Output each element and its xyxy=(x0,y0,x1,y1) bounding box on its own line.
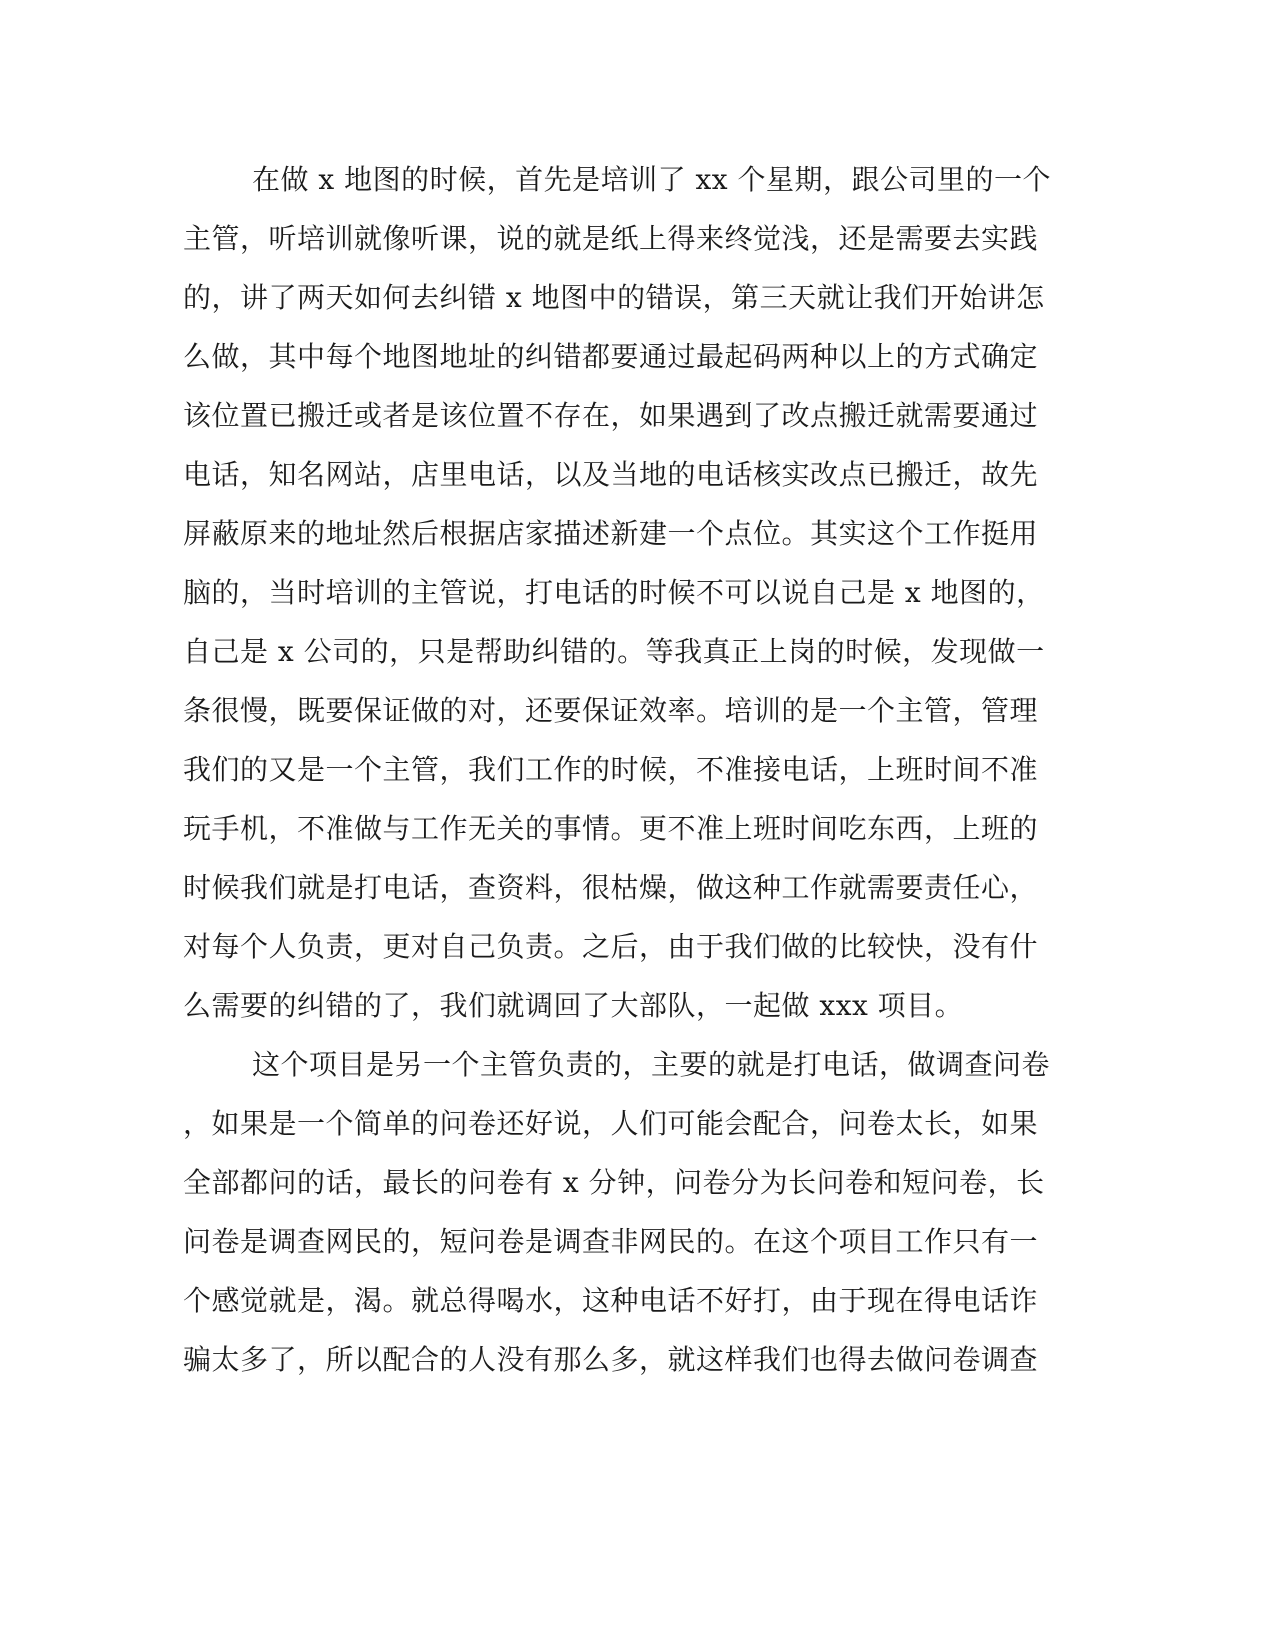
text-line: 主管，听培训就像听课，说的就是纸上得来终觉浅，还是需要去实践 xyxy=(183,222,1039,255)
text-line: 该位置已搬迁或者是该位置不存在，如果遇到了改点搬迁就需要通过 xyxy=(183,399,1039,432)
text-line: 么需要的纠错的了，我们就调回了大部队，一起做 xxx 项目。 xyxy=(183,989,964,1022)
text-line: 问卷是调查网民的，短问卷是调查非网民的。在这个项目工作只有一 xyxy=(183,1225,1039,1258)
text-line: 时候我们就是打电话，查资料，很枯燥，做这种工作就需要责任心， xyxy=(183,871,1039,904)
text-line: 对每个人负责，更对自己负责。之后，由于我们做的比较快，没有什 xyxy=(183,930,1039,963)
text-line: 全部都问的话，最长的问卷有 x 分钟，问卷分为长问卷和短问卷，长 xyxy=(183,1166,1045,1199)
text-line: 在做 x 地图的时候，首先是培训了 xx 个星期，跟公司里的一个 xyxy=(252,163,1051,196)
text-line: 条很慢，既要保证做的对，还要保证效率。培训的是一个主管，管理 xyxy=(183,694,1039,727)
text-line: 个感觉就是，渴。就总得喝水，这种电话不好打，由于现在得电话诈 xyxy=(183,1284,1039,1317)
text-line: 脑的，当时培训的主管说，打电话的时候不可以说自己是 x 地图的， xyxy=(183,576,1045,609)
text-line: ，如果是一个简单的问卷还好说，人们可能会配合，问卷太长，如果 xyxy=(183,1107,1039,1140)
text-line: 屏蔽原来的地址然后根据店家描述新建一个点位。其实这个工作挺用 xyxy=(183,517,1039,550)
text-line: 么做，其中每个地图地址的纠错都要通过最起码两种以上的方式确定 xyxy=(183,340,1039,373)
text-line: 自己是 x 公司的，只是帮助纠错的。等我真正上岗的时候，发现做一 xyxy=(183,635,1045,668)
text-line: 骗太多了，所以配合的人没有那么多，就这样我们也得去做问卷调查 xyxy=(183,1343,1039,1376)
text-line: 这个项目是另一个主管负责的，主要的就是打电话，做调查问卷 xyxy=(252,1048,1051,1081)
text-line: 玩手机，不准做与工作无关的事情。更不准上班时间吃东西，上班的 xyxy=(183,812,1039,845)
text-line: 的，讲了两天如何去纠错 x 地图中的错误，第三天就让我们开始讲怎 xyxy=(183,281,1045,314)
text-line: 我们的又是一个主管，我们工作的时候，不准接电话，上班时间不准 xyxy=(183,753,1039,786)
text-line: 电话，知名网站，店里电话，以及当地的电话核实改点已搬迁，故先 xyxy=(183,458,1039,491)
